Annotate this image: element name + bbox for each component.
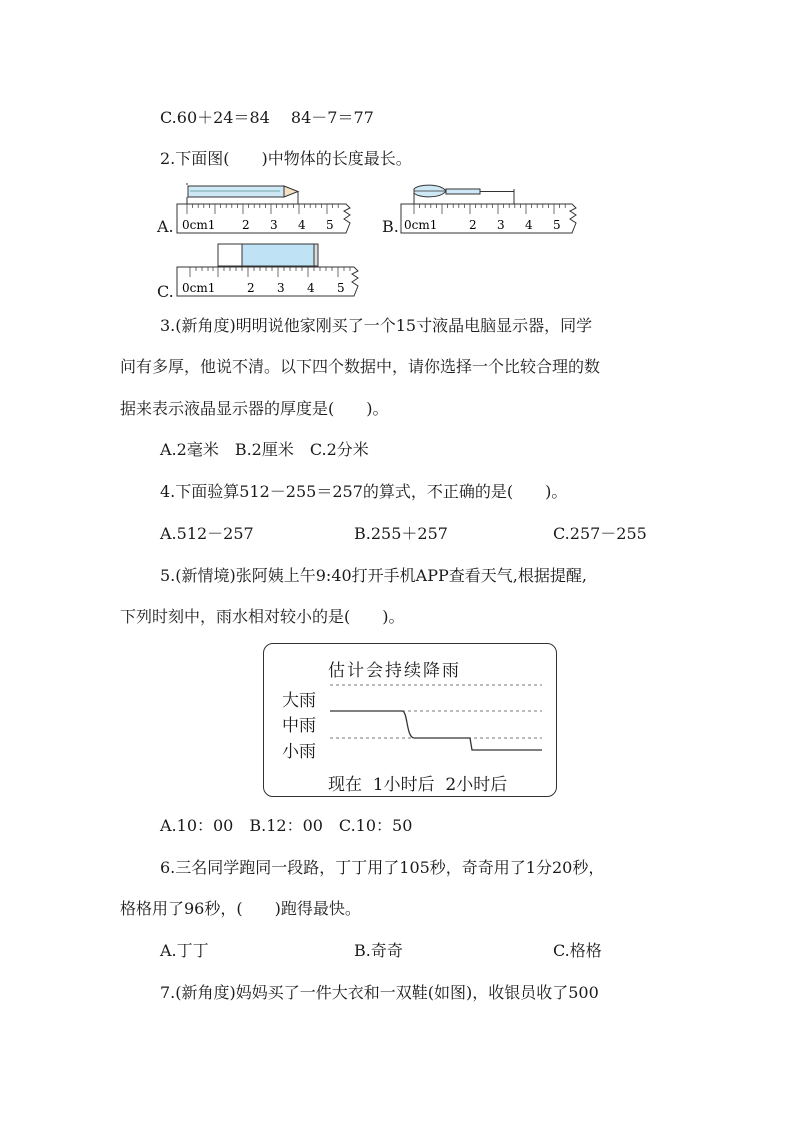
rain-forecast-card — [263, 643, 557, 797]
ruler-c-figure — [176, 242, 366, 300]
ruler-a-tick-3: 3 — [270, 218, 278, 232]
q6-option-a: A.丁丁 — [160, 941, 209, 960]
q3-line3: 据来表示液晶显示器的厚度是( )。 — [120, 399, 389, 418]
q5-line1: 5.(新情境)张阿姨上午9:40打开手机APP查看天气,根据提醒, — [160, 566, 587, 585]
dart-icon — [414, 185, 514, 204]
pencil-icon — [187, 183, 298, 204]
q2-label-c: C. — [157, 282, 174, 301]
q7-line1: 7.(新角度)妈妈买了一件大衣和一双鞋(如图)，收银员收了500 — [160, 983, 599, 1002]
ruler-a-figure — [176, 183, 356, 235]
ruler-a-tick-2: 2 — [242, 218, 250, 232]
q4-option-c: C.257－255 — [553, 524, 647, 543]
q5-line2: 下列时刻中，雨水相对较小的是( )。 — [120, 607, 405, 626]
q1-option-c: C.60＋24＝84 84－7＝77 — [160, 108, 374, 127]
q6-option-c: C.格格 — [553, 941, 602, 960]
q5-options: A.10：00 B.12：00 C.10：50 — [160, 816, 413, 835]
q3-options: A.2毫米 B.2厘米 C.2分米 — [160, 440, 369, 459]
ruler-c-tick-0: 0cm1 — [182, 281, 216, 295]
ruler-c-tick-3: 3 — [277, 281, 285, 295]
ruler-b-tick-5: 5 — [553, 218, 561, 232]
ruler-b-tick-2: 2 — [469, 218, 477, 232]
q3-line2: 问有多厚，他说不清。以下四个数据中，请你选择一个比较合理的数 — [120, 357, 601, 376]
q4-stem: 4.下面验算512－255＝257的算式，不正确的是( )。 — [160, 482, 568, 501]
q3-line1: 3.(新角度)明明说他家刚买了一个15寸液晶电脑显示器，同学 — [160, 316, 593, 335]
level-moderate-rain: 中雨 — [282, 716, 316, 736]
ruler-b-tick-3: 3 — [497, 218, 505, 232]
ruler-c-tick-5: 5 — [337, 281, 345, 295]
ruler-a-tick-4: 4 — [298, 218, 306, 232]
ruler-c-tick-4: 4 — [307, 281, 315, 295]
ruler-a-tick-0: 0cm1 — [182, 218, 216, 232]
time-axis: 现在 1小时后 2小时后 — [328, 775, 508, 795]
q6-line2: 格格用了96秒，( )跑得最快。 — [120, 899, 361, 918]
level-light-rain: 小雨 — [282, 742, 316, 762]
q4-option-a: A.512－257 — [160, 524, 254, 543]
q6-option-b: B.奇奇 — [354, 941, 403, 960]
ruler-b-figure — [400, 183, 582, 235]
eraser-icon — [218, 244, 318, 266]
q2-stem: 2.下面图( )中物体的长度最长。 — [160, 149, 412, 168]
ruler-a-tick-5: 5 — [326, 218, 334, 232]
ruler-b-tick-4: 4 — [525, 218, 533, 232]
rain-level-line — [330, 711, 542, 750]
q2-label-b: B. — [382, 217, 399, 236]
rain-forecast-title: 估计会持续降雨 — [328, 661, 461, 681]
ruler-c-tick-2: 2 — [247, 281, 255, 295]
q2-label-a: A. — [157, 217, 174, 236]
level-heavy-rain: 大雨 — [282, 691, 316, 711]
q4-option-b: B.255＋257 — [354, 524, 448, 543]
q6-line1: 6.三名同学跑同一段路，丁丁用了105秒，奇奇用了1分20秒， — [160, 858, 605, 877]
ruler-b-tick-0: 0cm1 — [404, 218, 438, 232]
